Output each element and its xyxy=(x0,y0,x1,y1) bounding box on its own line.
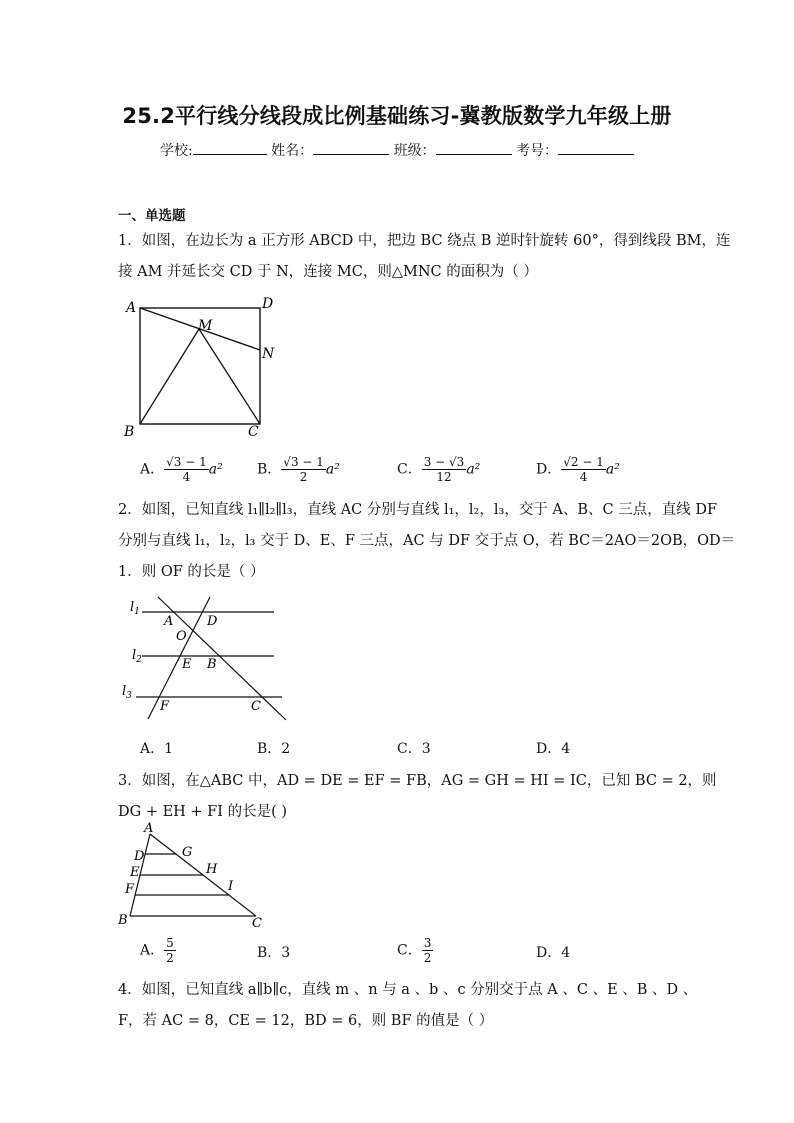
q1-option-a[interactable]: A． $\frac{√3 - 1}{4}$ a² xyxy=(140,455,223,484)
q3-option-a[interactable]: A． $\frac{5}{2}$ xyxy=(140,936,174,965)
label-l2: $l_2$ xyxy=(132,648,142,665)
line-ac xyxy=(158,597,286,720)
name-label: 姓名： xyxy=(271,143,314,159)
label-a: A xyxy=(126,300,137,316)
label-f: F xyxy=(160,699,170,714)
segment-bm xyxy=(140,329,199,424)
label-a: A xyxy=(164,614,174,629)
school-label: 学校: xyxy=(159,143,193,159)
label-g: G xyxy=(182,845,193,860)
label-d: D xyxy=(207,614,218,629)
class-label: 班级： xyxy=(393,143,436,159)
number-label: 考号： xyxy=(516,143,559,159)
label-b: B xyxy=(118,913,128,928)
line-df xyxy=(148,597,210,719)
label-e: E xyxy=(130,865,140,880)
q4-stem-line1: 4．如图，已知直线 a∥b∥c，直线 m 、n 与 a 、b 、c 分别交于点 A 、C 、E 、B 、D 、 xyxy=(118,982,698,998)
q3-stem-line1: 3．如图，在△ABC 中，AD = DE = EF = FB，AG = GH = HI = IC，已知 BC = 2，则 xyxy=(118,773,717,789)
label-d: D xyxy=(134,849,145,864)
q4-stem-line2: F，若 AC = 8，CE = 12，BD = 6，则 BF 的值是（ ） xyxy=(118,1013,494,1029)
label-a: A xyxy=(144,821,154,836)
label-c: C xyxy=(251,699,261,714)
q2-stem-line1: 2．如图，已知直线 l₁∥l₂∥l₃，直线 AC 分别与直线 l₁，l₂，l₃，交于 A、B、C 三点，直线 DF xyxy=(118,502,718,518)
q1-option-b[interactable]: B． $\frac{√3 - 1}{2}$ a² xyxy=(257,455,340,484)
q3-figure xyxy=(114,820,274,930)
q1-stem-line2: 接 AM 并延长交 CD 于 N，连接 MC，则△MNC 的面积为（ ） xyxy=(118,264,538,280)
q3-option-b[interactable]: B．3 xyxy=(257,945,291,961)
student-info-line xyxy=(0,140,794,160)
label-n: N xyxy=(262,346,275,362)
section-heading: 一、单选题 xyxy=(118,208,186,224)
label-d: D xyxy=(262,296,274,312)
label-b: B xyxy=(124,424,135,440)
q3-option-c[interactable]: C． $\frac{3}{2}$ xyxy=(397,936,432,965)
q2-stem-line2: 分别与直线 l₁，l₂，l₃ 交于 D、E、F 三点，AC 与 DF 交于点 O，若 BC＝2AO＝2OB，OD＝ xyxy=(118,533,736,549)
segment-mc xyxy=(199,329,260,424)
number-blank[interactable] xyxy=(558,140,634,155)
school-blank[interactable] xyxy=(193,140,267,155)
q3-stem-line2: DG + EH + FI 的长是( ) xyxy=(118,804,287,820)
page-title: 25.2平行线分线段成比例基础练习-冀教版数学九年级上册 xyxy=(122,104,672,128)
label-i: I xyxy=(228,879,234,894)
q1-figure xyxy=(118,290,288,445)
label-l1: $l_1$ xyxy=(130,600,140,617)
q2-option-d[interactable]: D．4 xyxy=(536,741,571,757)
label-l3: $l_3$ xyxy=(122,684,132,701)
class-blank[interactable] xyxy=(436,140,512,155)
label-o: O xyxy=(176,629,187,644)
label-h: H xyxy=(206,862,218,877)
label-f: F xyxy=(125,882,135,897)
label-e: E xyxy=(182,657,192,672)
name-blank[interactable] xyxy=(313,140,389,155)
q2-stem-line3: 1．则 OF 的长是（ ） xyxy=(118,564,265,580)
q1-stem-line1: 1．如图，在边长为 a 正方形 ABCD 中，把边 BC 绕点 B 逆时针旋转 60°，得到线段 BM，连 xyxy=(118,233,731,249)
q2-option-c[interactable]: C．3 xyxy=(397,741,431,757)
label-b: B xyxy=(207,657,217,672)
q2-option-b[interactable]: B．2 xyxy=(257,741,291,757)
q2-figure xyxy=(118,595,298,730)
label-c: C xyxy=(252,916,262,930)
q1-option-d[interactable]: D． $\frac{√2 - 1}{4}$ a² xyxy=(536,455,620,484)
q2-option-a[interactable]: A．1 xyxy=(140,741,174,757)
label-c: C xyxy=(248,424,259,440)
label-m: M xyxy=(198,318,213,334)
q3-option-d[interactable]: D．4 xyxy=(536,945,571,961)
q1-option-c[interactable]: C． $\frac{3 - √3}{12}$ a² xyxy=(397,455,481,484)
